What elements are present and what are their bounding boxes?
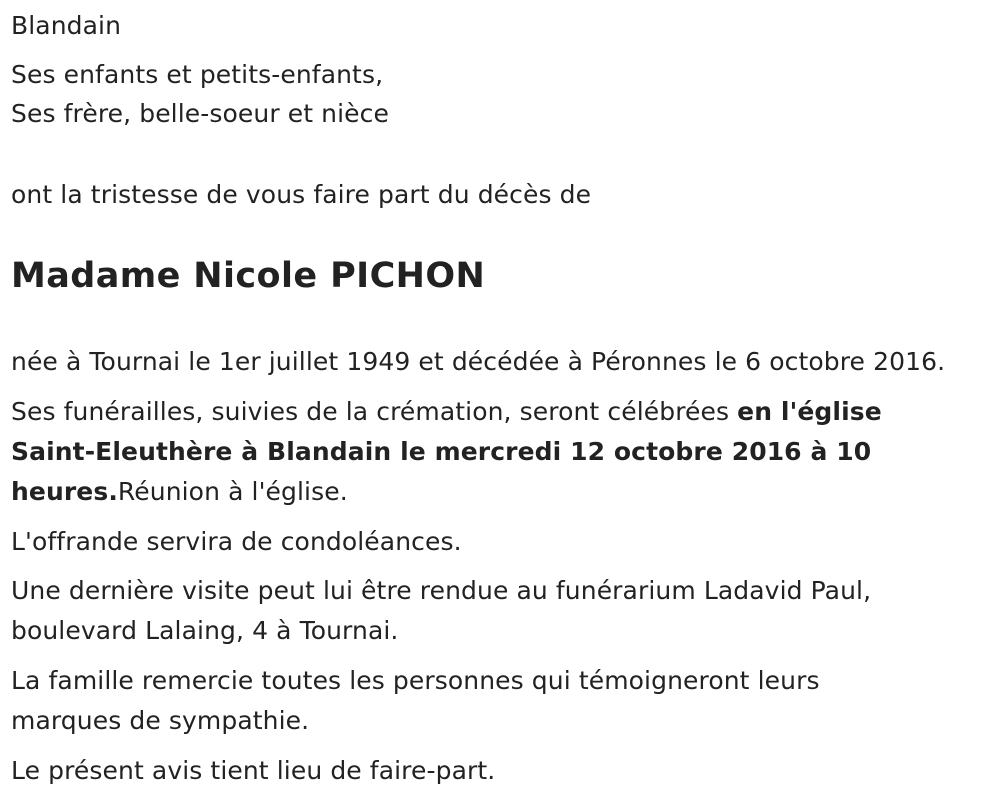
visit-line-1: Une dernière visite peut lui être rendue au funérarium Ladavid Paul, [11,576,872,605]
funeral-line-3 [11,472,348,512]
thanks-line-1: La famille remercie toutes les personnes qui témoigneront leurs [11,666,820,695]
birth-death: née à Tournai le 1er juillet 1949 et décédée à Péronnes le 6 octobre 2016. [11,347,946,376]
thanks-line-2: marques de sympathie. [11,706,310,735]
offering: L'offrande servira de condoléances. [11,527,462,556]
funeral-church: en l'église [737,397,882,426]
place: Blandain [11,11,122,40]
funeral-intro: Ses funérailles, suivies de la crémation, seront célébrées [11,397,738,426]
funeral-line-2: Saint-Eleuthère à Blandain le mercredi 12 octobre 2016 à 10 [11,437,872,466]
closing: Le présent avis tient lieu de faire-part. [11,756,496,785]
family-line-2: Ses frère, belle-soeur et nièce [11,99,389,128]
deceased-name: Madame Nicole PICHON [11,256,486,296]
visit-line-2: boulevard Lalaing, 4 à Tournai. [11,616,399,645]
funeral-hour: heures. [11,477,118,506]
funeral-line-1 [11,392,882,432]
announcement: ont la tristesse de vous faire part du décès de [11,180,592,209]
family-line-1: Ses enfants et petits-enfants, [11,60,384,89]
funeral-meeting: Réunion à l'église. [117,477,348,506]
